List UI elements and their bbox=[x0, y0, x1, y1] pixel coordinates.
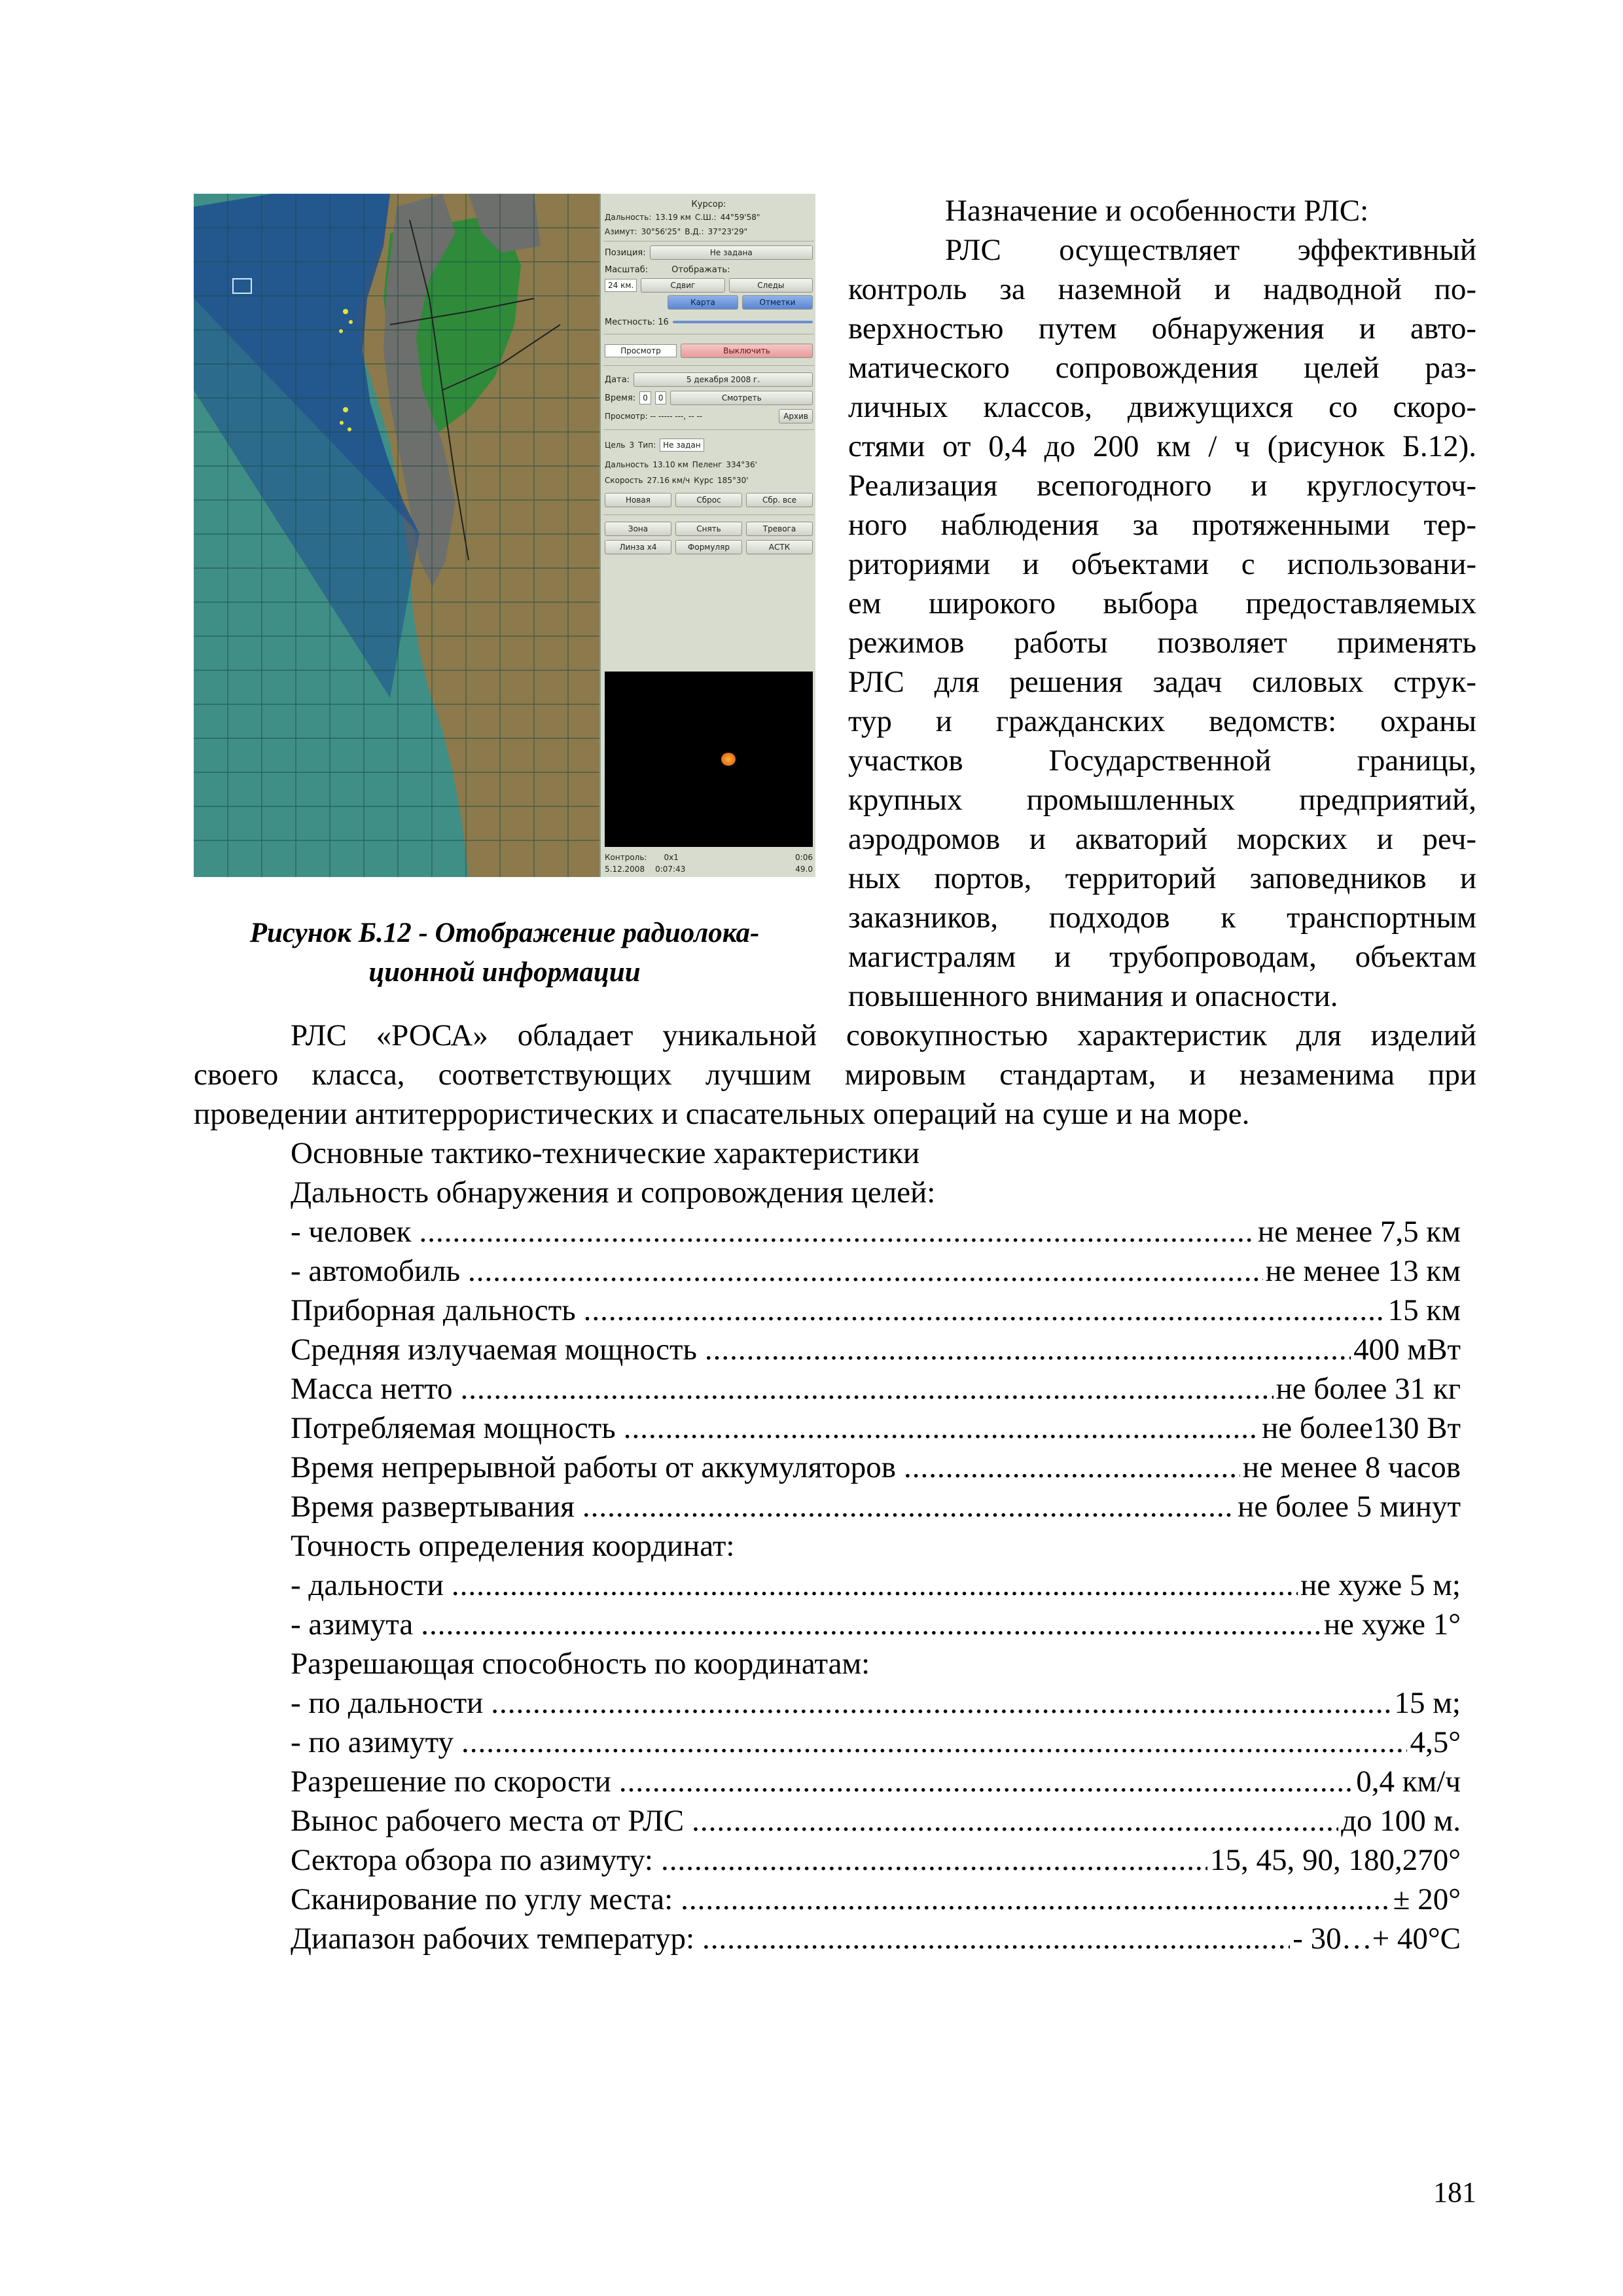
paragraph-line: крупных промышленных предприятий, bbox=[848, 783, 1476, 817]
cursor-distance-row: Дальность: 13.19 км С.Ш.: 44°59'58" bbox=[605, 213, 760, 222]
radar-display-figure bbox=[194, 194, 815, 877]
archive-button[interactable]: Архив bbox=[779, 409, 813, 423]
date-row: Дата: 5 декабря 2008 г. bbox=[605, 372, 813, 387]
spec-value: 15 км bbox=[1387, 1293, 1461, 1327]
spec-row bbox=[291, 1762, 1461, 1801]
spec-value: 400 мВт bbox=[1353, 1333, 1461, 1367]
form-button[interactable]: Формуляр bbox=[675, 540, 742, 554]
time-hours-field[interactable]: 0 bbox=[639, 391, 651, 404]
layer-row bbox=[605, 295, 813, 310]
spec-value: 4,5° bbox=[1410, 1725, 1461, 1759]
spec-value: не менее 8 часов bbox=[1242, 1450, 1461, 1484]
spec-label: Вынос рабочего места от РЛС bbox=[291, 1804, 685, 1838]
time-row: Время: 0 0 Смотреть bbox=[605, 390, 813, 406]
spec-label: - автомобиль bbox=[291, 1254, 461, 1288]
zone-button[interactable]: Зона bbox=[605, 522, 671, 536]
marks-button[interactable]: Отметки bbox=[742, 295, 813, 310]
page-number: 181 bbox=[1433, 2176, 1476, 2208]
section-heading: Назначение и особенности РЛС: bbox=[945, 194, 1369, 228]
target-row: Цель 3 Тип: Не задан bbox=[605, 437, 813, 453]
control-status-row: Контроль: 0x1 0:06 bbox=[605, 853, 813, 862]
paragraph-line: личных классов, движущихся со скоро- bbox=[848, 390, 1476, 424]
spec-value: не более 5 минут bbox=[1238, 1490, 1461, 1524]
spec-row bbox=[291, 1880, 1461, 1919]
radar-map bbox=[194, 194, 599, 877]
paragraph-line: матического сопровождения целей раз- bbox=[848, 351, 1476, 385]
spec-row bbox=[291, 1291, 1461, 1330]
spec-value: не хуже 5 м; bbox=[1300, 1568, 1461, 1602]
paragraph-line: своего класса, соответствующих лучшим мировым стандартам, и незаменима при bbox=[194, 1058, 1476, 1092]
paragraph-line: верхностью путем обнаружения и авто- bbox=[848, 312, 1476, 346]
datetime-status-row: 5.12.2008 0:07:43 49.0 bbox=[605, 865, 813, 874]
spec-label: Потребляемая мощность bbox=[291, 1411, 616, 1445]
spec-label: Масса нетто bbox=[291, 1372, 453, 1406]
watch-button[interactable]: Смотреть bbox=[670, 391, 813, 405]
position-row: Позиция: Не задана bbox=[605, 245, 813, 260]
spec-label: - человек bbox=[291, 1215, 412, 1249]
spec-value: не менее 7,5 км bbox=[1257, 1215, 1461, 1249]
off-button[interactable]: Выключить bbox=[681, 344, 813, 358]
scale-row bbox=[605, 278, 813, 293]
spec-label: Время непрерывной работы от аккумуляторов bbox=[291, 1450, 896, 1484]
reset-all-button[interactable]: Сбр. все bbox=[746, 493, 813, 507]
spec-label: Диапазон рабочих температур: bbox=[291, 1922, 695, 1956]
spec-row bbox=[291, 1840, 1461, 1880]
paragraph-line: магистралям и трубопроводам, объектам bbox=[848, 940, 1476, 974]
spec-value: 0,4 км/ч bbox=[1356, 1765, 1461, 1799]
resolution-heading: Разрешающая способность по координатам: bbox=[291, 1647, 870, 1681]
type-select[interactable]: Не задан bbox=[660, 439, 704, 452]
paragraph-line: тур и гражданских ведомств: охраны bbox=[848, 704, 1476, 738]
paragraph-line: риториями и объектами с использовани- bbox=[848, 547, 1476, 581]
spec-row bbox=[291, 1919, 1461, 1958]
radar-scope bbox=[605, 672, 813, 847]
cursor-heading: Курсор: bbox=[691, 199, 726, 209]
view-row bbox=[605, 343, 813, 359]
position-button[interactable]: Не задана bbox=[650, 245, 813, 260]
spec-value: не хуже 1° bbox=[1323, 1607, 1461, 1641]
alarm-button[interactable]: Тревога bbox=[746, 522, 813, 536]
spec-label: Приборная дальность bbox=[291, 1293, 576, 1327]
spec-value: ± 20° bbox=[1393, 1882, 1461, 1916]
spec-label: Сканирование по углу места: bbox=[291, 1882, 673, 1916]
spec-row bbox=[291, 1566, 1461, 1605]
spec-row bbox=[291, 1212, 1461, 1251]
reset-button[interactable]: Сброс bbox=[675, 493, 742, 507]
paragraph-line: режимов работы позволяет применять bbox=[848, 626, 1476, 660]
paragraph-line: Реализация всепогодного и круглосуточ- bbox=[848, 469, 1476, 503]
paragraph-line: повышенного внимания и опасности. bbox=[848, 979, 1338, 1013]
radar-echo-blip bbox=[721, 753, 736, 766]
spec-row bbox=[291, 1251, 1461, 1291]
detection-heading: Дальность обнаружения и сопровождения целей: bbox=[291, 1175, 936, 1210]
browse-row: Просмотр: -- ----- ---, -- -- Архив bbox=[605, 408, 813, 424]
tools-row bbox=[605, 539, 813, 555]
paragraph-line: аэродромов и акваторий морских и реч- bbox=[848, 822, 1476, 856]
spec-row bbox=[291, 1683, 1461, 1723]
scale-header-row: Масштаб: Отображать: bbox=[605, 264, 730, 275]
terrain-row: Местность: 16 bbox=[605, 314, 813, 330]
paragraph-line: проведении антитеррористических и спасательных операций на суше и на море. bbox=[194, 1097, 1250, 1131]
spec-label: Сектора обзора по азимуту: bbox=[291, 1843, 653, 1877]
control-panel bbox=[599, 194, 815, 877]
spec-label: - азимута bbox=[291, 1607, 414, 1641]
spec-value: - 30…+ 40°С bbox=[1293, 1922, 1461, 1956]
spec-label: - по дальности bbox=[291, 1686, 484, 1720]
astk-button[interactable]: АСТК bbox=[746, 540, 813, 554]
target-distance-row: Дальность 13.10 км Пеленг 334°36' bbox=[605, 460, 757, 469]
accuracy-heading: Точность определения координат: bbox=[291, 1529, 735, 1563]
spec-row bbox=[291, 1330, 1461, 1369]
traces-button[interactable]: Следы bbox=[729, 278, 813, 293]
time-minutes-field[interactable]: 0 bbox=[655, 391, 667, 404]
spec-label: Средняя излучаемая мощность bbox=[291, 1333, 697, 1367]
paragraph-line: контроль за наземной и надводной по- bbox=[848, 272, 1476, 306]
paragraph-line: ных портов, территорий заповедников и bbox=[848, 861, 1476, 895]
lens-button[interactable]: Линза x4 bbox=[605, 540, 671, 554]
spec-label: Разрешение по скорости bbox=[291, 1765, 611, 1799]
new-button[interactable]: Новая bbox=[605, 493, 671, 507]
spec-value: не более130 Вт bbox=[1262, 1411, 1461, 1445]
spec-label: - дальности bbox=[291, 1568, 444, 1602]
paragraph-line: участков Государственной границы, bbox=[848, 744, 1476, 778]
zone-actions-row bbox=[605, 521, 813, 537]
spec-row bbox=[291, 1487, 1461, 1526]
spec-label: Время развертывания bbox=[291, 1490, 575, 1524]
spec-row bbox=[291, 1605, 1461, 1644]
spec-label: - по азимуту bbox=[291, 1725, 454, 1759]
spec-row bbox=[291, 1369, 1461, 1408]
paragraph-line: ем широкого выбора предоставляемых bbox=[848, 586, 1476, 620]
specs-heading: Основные тактико-технические характеристики bbox=[291, 1136, 920, 1170]
spec-value: не более 31 кг bbox=[1275, 1372, 1461, 1406]
date-button[interactable]: 5 декабря 2008 г. bbox=[633, 372, 813, 387]
target-speed-row: Скорость 27.16 км/ч Курс 185°30' bbox=[605, 476, 749, 485]
cursor-azimuth-row: Азимут: 30°56'25" В.Д.: 37°23'29" bbox=[605, 227, 748, 236]
paragraph-line: заказников, подходов к транспортным bbox=[848, 901, 1476, 935]
scale-select[interactable]: 24 км. bbox=[605, 279, 637, 292]
paragraph-line: РЛС осуществляет эффективный bbox=[945, 233, 1476, 267]
view-select[interactable]: Просмотр bbox=[605, 344, 677, 357]
spec-row bbox=[291, 1408, 1461, 1448]
paragraph-line: ного наблюдения за протяженными тер- bbox=[848, 508, 1476, 542]
terrain-slider[interactable] bbox=[673, 321, 813, 323]
paragraph-line: стями от 0,4 до 200 км / ч (рисунок Б.12). bbox=[848, 429, 1476, 463]
shift-button[interactable]: Сдвиг bbox=[641, 278, 724, 293]
map-button[interactable]: Карта bbox=[668, 295, 738, 310]
spec-value: 15 м; bbox=[1394, 1686, 1461, 1720]
paragraph-line: РЛС «РОСА» обладает уникальной совокупностью характеристик для изделий bbox=[291, 1018, 1476, 1052]
spec-row bbox=[291, 1723, 1461, 1762]
paragraph-line: РЛС для решения задач силовых струк- bbox=[848, 665, 1476, 699]
spec-value: 15, 45, 90, 180,270° bbox=[1209, 1843, 1461, 1877]
spec-row bbox=[291, 1448, 1461, 1487]
figure-caption: Рисунок Б.12 - Отображение радиолока- ционной информации bbox=[249, 918, 760, 988]
spec-value: не менее 13 км bbox=[1265, 1254, 1461, 1288]
remove-button[interactable]: Снять bbox=[675, 522, 742, 536]
spec-value: до 100 м. bbox=[1341, 1804, 1461, 1838]
spec-row bbox=[291, 1801, 1461, 1840]
target-actions-row bbox=[605, 492, 813, 508]
